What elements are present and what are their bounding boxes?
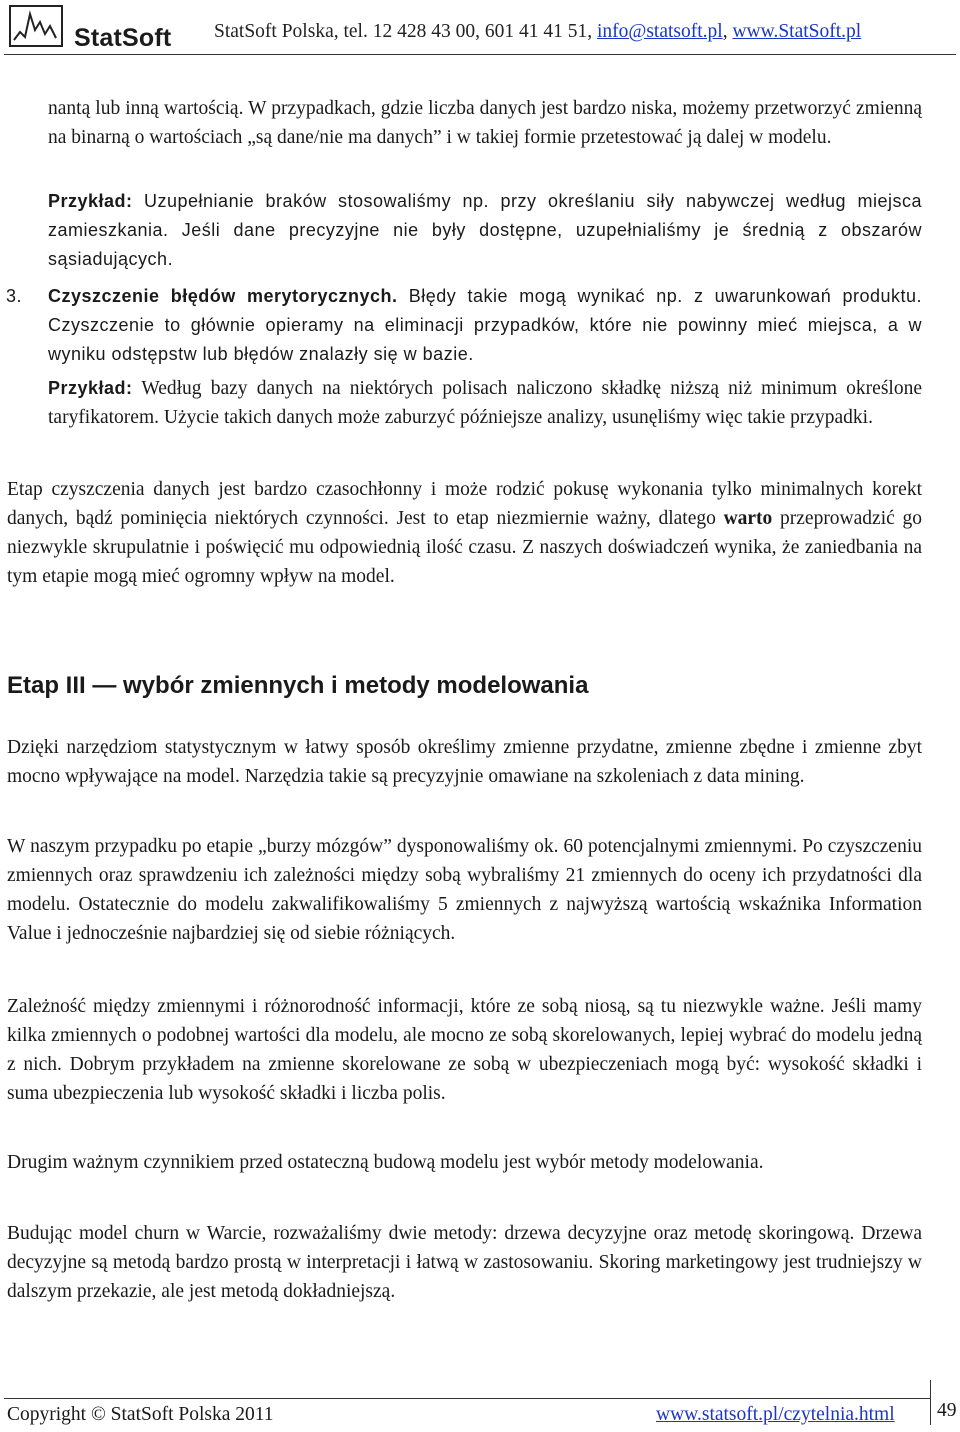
header-company: StatSoft Polska, tel. 12 428 43 00, 601 41 41 51,: [214, 21, 597, 42]
logo-text: StatSoft: [74, 24, 172, 52]
page-header: [0, 0, 960, 56]
cleaning-text-bold: warto: [723, 508, 773, 529]
section-heading: Etap III — wybór zmiennych i metody modelowania: [7, 672, 589, 699]
paragraph-method: Drugim ważnym czynnikiem przed ostateczną budową modelu jest wybór metody modelowania.: [7, 1152, 764, 1173]
header-contact: [214, 21, 861, 43]
cleaning-stage-paragraph: [7, 475, 922, 591]
paragraph-tools: Dzięki narzędziom statystycznym w łatwy sposób określimy zmienne przydatne, zmienne zbędne i zmienne zbyt mocno wpływające na model. Narzędzia takie są precyzyjnie omawiane na szkoleniach z data mining.: [7, 737, 922, 787]
list-item-3-number: 3.: [6, 286, 23, 306]
paragraph-variables: W naszym przypadku po etapie „burzy mózgów” dysponowaliśmy ok. 60 potencjalnymi zmiennymi. Po czyszczeniu zmiennych oraz sprawdzeniu ich zależności między sobą wybraliśmy 21 zmiennych do oceny ich przydatności dla modelu. Ostatecznie do modelu zakwalifikowaliśmy 5 zmiennych z najwyższą wartością wskaźnika Information Value i jednocześnie najbardziej się od siebie różniących.: [7, 836, 922, 944]
statsoft-logo: [8, 4, 194, 50]
header-separator: ,: [722, 21, 733, 42]
continuation-paragraph: [48, 94, 922, 152]
page-number-divider: [930, 1380, 931, 1425]
header-divider: [4, 54, 956, 55]
continuation-text: nantą lub inną wartością. W przypadkach, gdzie liczba danych jest bardzo niska, możemy przetworzyć zmienną na binarną o wartościach „są dane/nie ma danych” i w takiej formie przetestować ją dalej w modelu.: [48, 98, 922, 148]
paragraph-churn: Budując model churn w Warcie, rozważaliśmy dwie metody: drzewa decyzyjne oraz metodę skoringową. Drzewa decyzyjne są metodą bardzo prostą w interpretacji i łatwą w zastosowaniu. Skoring marketingowy jest trudniejszy w dalszym przekazie, ale jest metodą dokładniejszą.: [7, 1223, 922, 1302]
paragraph-dependency: Zależność między zmiennymi i różnorodność informacji, które ze sobą niosą, są tu niezwykle ważne. Jeśli mamy kilka zmiennych o podobnej wartości dla modelu, ale mocno ze sobą skorelowanych, lepiej wybrać do modelu jedną z nich. Dobrym przykładem na zmienne skorelowane ze sobą w ubezpieczeniach mogą być: wysokość składki i suma ubezpieczenia lub wysokość składki i liczba polis.: [7, 996, 922, 1104]
page-number: 49: [937, 1400, 957, 1421]
cleaning-text-before: Etap czyszczenia danych jest bardzo czasochłonny i może rodzić pokusę wykonania tylko minimalnych korekt danych, bądź pominięcia niektórych czynności. Jest to etap niezmiernie ważny, dlatego: [7, 479, 922, 529]
header-email-link[interactable]: info@statsoft.pl: [596, 21, 723, 42]
example-2-text: Według bazy danych na niektórych polisach naliczono składkę niższą niż minimum określone taryfikatorem. Użycie takich danych może zaburzyć późniejsze analizy, usunęliśmy więc takie przypadki.: [48, 378, 922, 428]
example-1: [48, 187, 922, 274]
chart-logo-icon: [8, 4, 68, 50]
example-2-label: Przykład:: [48, 378, 133, 398]
list-item-3-text: Błędy takie mogą wynikać np. z uwarunkowań produktu. Czyszczenie to głównie opieramy na eliminacji przypadków, które nie powinny mieć miejsca, a w wyniku odstępstw lub błędów znalazły się w bazie.: [48, 286, 923, 364]
example-1-label: Przykład:: [48, 191, 133, 211]
footer-link[interactable]: www.statsoft.pl/czytelnia.html: [656, 1404, 895, 1425]
list-item-3-title: Czyszczenie błędów merytorycznych.: [48, 286, 398, 306]
example-1-text: Uzupełnianie braków stosowaliśmy np. przy określaniu siły nabywczej według miejsca zamieszkania. Jeśli dane precyzyjne nie były dostępne, uzupełnialiśmy je średnią z obszarów sąsiadujących.: [48, 191, 922, 269]
example-2: [48, 374, 922, 432]
footer-divider: [4, 1398, 930, 1399]
list-item-3: [6, 282, 923, 369]
header-website-link[interactable]: www.StatSoft.pl: [732, 21, 862, 42]
cleaning-text-after: przeprowadzić go niezwykle skrupulatnie i poświęcić mu odpowiednią ilość czasu. Z naszych doświadczeń wynika, że zaniedbania na tym etapie mogą mieć ogromny wpływ na model.: [7, 508, 922, 587]
footer-copyright: Copyright © StatSoft Polska 2011: [7, 1404, 274, 1425]
